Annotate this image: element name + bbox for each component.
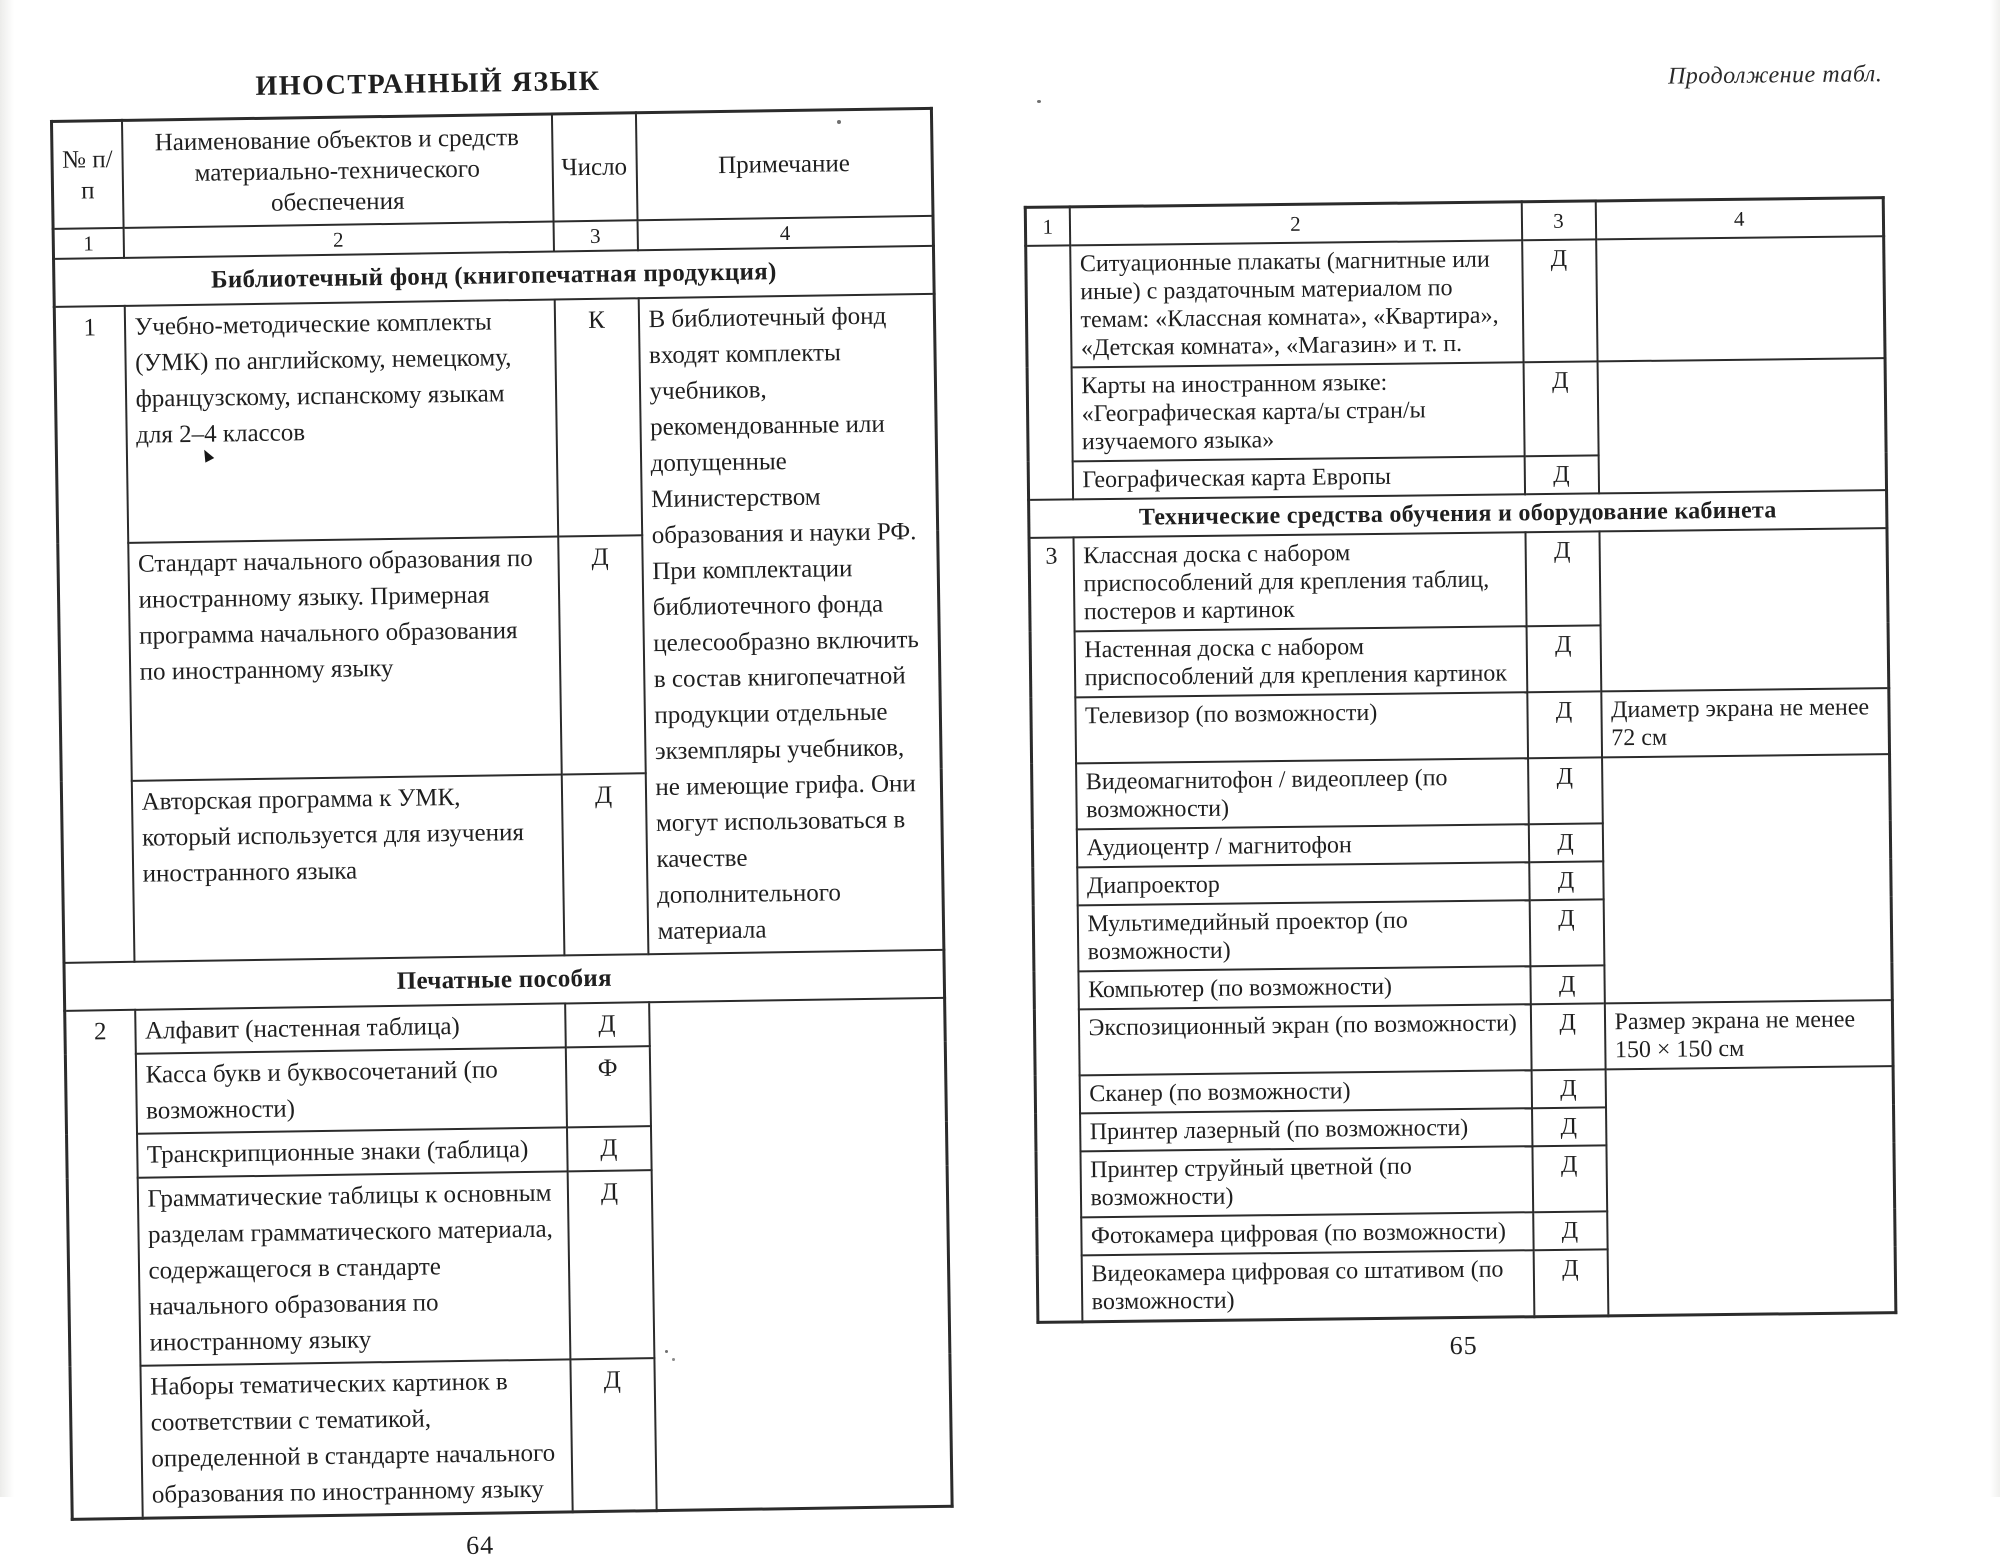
- column-number: 2: [1069, 202, 1521, 246]
- quantity-cell: Д: [1522, 239, 1597, 362]
- quantity-cell: Ф: [565, 1046, 650, 1127]
- quantity-cell: Д: [1532, 1145, 1607, 1212]
- quantity-cell: Д: [1530, 965, 1604, 1004]
- book-page-right: [1022, 51, 1901, 1366]
- quantity-cell: К: [554, 298, 642, 537]
- note-cell-empty: [1605, 1066, 1896, 1316]
- item-name-cell: Классная доска с набором приспособлений для крепления таблиц, постеров и картинок: [1073, 532, 1526, 631]
- table-header-row: [51, 108, 932, 229]
- table-row: [54, 294, 937, 544]
- quantity-cell: Д: [1523, 361, 1598, 456]
- column-header-index: № п/п: [51, 120, 123, 229]
- book-page-left: [49, 49, 957, 1567]
- note-cell-empty: [1597, 358, 1886, 493]
- page-title: ИНОСТРАННЫЙ ЯЗЫК: [255, 65, 601, 102]
- item-name-cell: Диапроектор: [1077, 862, 1529, 905]
- item-name-cell: Принтер струйный цветной (по возможности): [1080, 1146, 1533, 1217]
- quantity-cell: Д: [566, 1126, 651, 1171]
- item-name-cell: Компьютер (по возможности): [1078, 966, 1530, 1009]
- item-name-cell: Принтер лазерный (по возможности): [1080, 1108, 1532, 1151]
- row-number-cell-empty: [1026, 245, 1073, 499]
- scan-speck: [665, 1350, 668, 1353]
- equipment-table-right: [1024, 196, 1898, 1324]
- note-cell-empty: [649, 998, 953, 1511]
- quantity-cell: Д: [1531, 1069, 1605, 1108]
- quantity-cell: Д: [1524, 455, 1598, 494]
- item-name-cell: Видеокамера цифровая со штативом (по возможности): [1081, 1250, 1534, 1322]
- quantity-cell: Д: [1529, 899, 1604, 966]
- item-name-cell: Телевизор (по возможности): [1075, 692, 1528, 763]
- page-number: 65: [1449, 1330, 1478, 1361]
- section-title: Библиотечный фонд (книгопечатная продукция): [54, 246, 935, 307]
- column-number: 1: [53, 228, 123, 259]
- item-name-cell: Транскрипционные знаки (таблица): [137, 1127, 568, 1177]
- item-name-cell: Географическая карта Европы: [1072, 456, 1524, 499]
- scan-speck: [672, 1358, 675, 1361]
- table-row: [1027, 358, 1886, 462]
- row-number-cell: 1: [54, 306, 134, 963]
- item-name-cell: Грамматические таблицы к основным разделам грамматического материала, содержащегося в стандарте начального образования по иностранному языку: [137, 1171, 570, 1365]
- note-cell: Размер экрана не менее 150 × 150 см: [1604, 1000, 1893, 1069]
- item-name-cell: Касса букв и буквосочетаний (по возможности): [135, 1047, 566, 1133]
- column-number: 4: [637, 216, 933, 250]
- column-number: 3: [1521, 201, 1595, 240]
- quantity-cell: Д: [565, 1002, 650, 1047]
- item-name-cell: Наборы тематических картинок в соответствии с тематикой, определенной в стандарте начального образования по иностранному языку: [140, 1359, 572, 1518]
- column-number: 3: [553, 220, 637, 251]
- quantity-cell: Д: [1528, 823, 1602, 862]
- equipment-table-left: [50, 107, 954, 1521]
- item-name-cell: Стандарт начального образования по иностранному языку. Примерная программа начального образования по иностранному языку: [128, 537, 561, 781]
- table-row: [1032, 754, 1891, 830]
- quantity-cell: Д: [1533, 1249, 1608, 1316]
- quantity-cell: Д: [1529, 861, 1603, 900]
- row-number-cell: 2: [65, 1010, 143, 1519]
- quantity-cell: Д: [1528, 757, 1603, 824]
- note-cell-empty: [1596, 236, 1885, 361]
- note-cell-empty: [1599, 528, 1889, 691]
- scan-edge-shadow-right: [1990, 0, 2000, 1497]
- table-row: [1034, 1000, 1893, 1076]
- scan-speck: [1037, 100, 1041, 103]
- page-number: 64: [465, 1530, 495, 1560]
- item-name-cell: Алфавит (настенная таблица): [135, 1003, 566, 1053]
- quantity-cell: Д: [558, 536, 646, 775]
- quantity-cell: Д: [561, 773, 648, 955]
- column-header-name: Наименование объектов и средств материально-технического обеспечения: [121, 114, 553, 228]
- item-name-cell: Экспозиционный экран (по возможности): [1078, 1004, 1531, 1075]
- column-header-note: Примечание: [635, 108, 933, 220]
- item-name-cell: Карты на иностранном языке: «Географическая карта/ы стран/ы изучаемого языка»: [1071, 362, 1524, 461]
- table-row: [1029, 528, 1888, 632]
- quantity-cell: Д: [567, 1170, 654, 1359]
- quantity-cell: Д: [1525, 531, 1600, 626]
- note-cell: Диаметр экрана не менее 72 см: [1601, 688, 1890, 757]
- quantity-cell: Д: [570, 1358, 656, 1512]
- scan-speck: [837, 120, 841, 124]
- item-name-cell: Мультимедийный проектор (по возможности): [1077, 900, 1530, 971]
- note-cell-empty: [1602, 754, 1893, 1003]
- table-row: [1031, 688, 1890, 764]
- scan-edge-shadow-left: [0, 0, 14, 1497]
- item-name-cell: Ситуационные плакаты (магнитные или иные) с раздаточным материалом по темам: «Классная комната», «Квартира», «Детская комната», «Магазин» и т. п.: [1070, 240, 1523, 367]
- column-header-quantity: Число: [551, 113, 637, 222]
- item-name-cell: Авторская программа к УМК, который используется для изучения иностранного языка: [131, 774, 564, 962]
- note-cell: В библиотечный фонд входят комплекты учебников, рекомендованные или допущенные Министерством образования и науки РФ. При комплектации библиотечного фонда целесообразно включить в состав книгопечатной продукции отдельные экземпляры учебников, не имеющие грифа. Они могут использоваться в качестве дополнительного материала: [638, 294, 944, 954]
- column-number: 1: [1025, 207, 1069, 246]
- table-row: [1026, 236, 1885, 368]
- item-name-cell: Видеомагнитофон / видеоплеер (по возможности): [1076, 758, 1529, 829]
- item-name-cell: Сканер (по возможности): [1079, 1070, 1531, 1113]
- quantity-cell: Д: [1526, 625, 1601, 692]
- item-name-cell: Фотокамера цифровая (по возможности): [1081, 1212, 1533, 1255]
- quantity-cell: Д: [1533, 1211, 1607, 1250]
- section-title: Технические средства обучения и оборудование кабинета: [1029, 490, 1887, 538]
- column-number: 4: [1595, 198, 1883, 240]
- item-name-cell: Аудиоцентр / магнитофон: [1076, 824, 1528, 867]
- item-name-cell: Учебно-методические комплекты (УМК) по английскому, немецкому, французскому, испанскому языкам для 2–4 классов: [124, 300, 557, 544]
- quantity-cell: Д: [1530, 1003, 1605, 1070]
- quantity-cell: Д: [1527, 691, 1602, 758]
- table-continuation-label: Продолжение табл.: [1667, 61, 1883, 90]
- row-number-cell: 3: [1029, 537, 1082, 1322]
- section-title: Печатные пособия: [64, 950, 945, 1011]
- quantity-cell: Д: [1532, 1107, 1606, 1146]
- column-number: 2: [123, 222, 553, 258]
- item-name-cell: Настенная доска с набором приспособлений для крепления картинок: [1074, 626, 1527, 697]
